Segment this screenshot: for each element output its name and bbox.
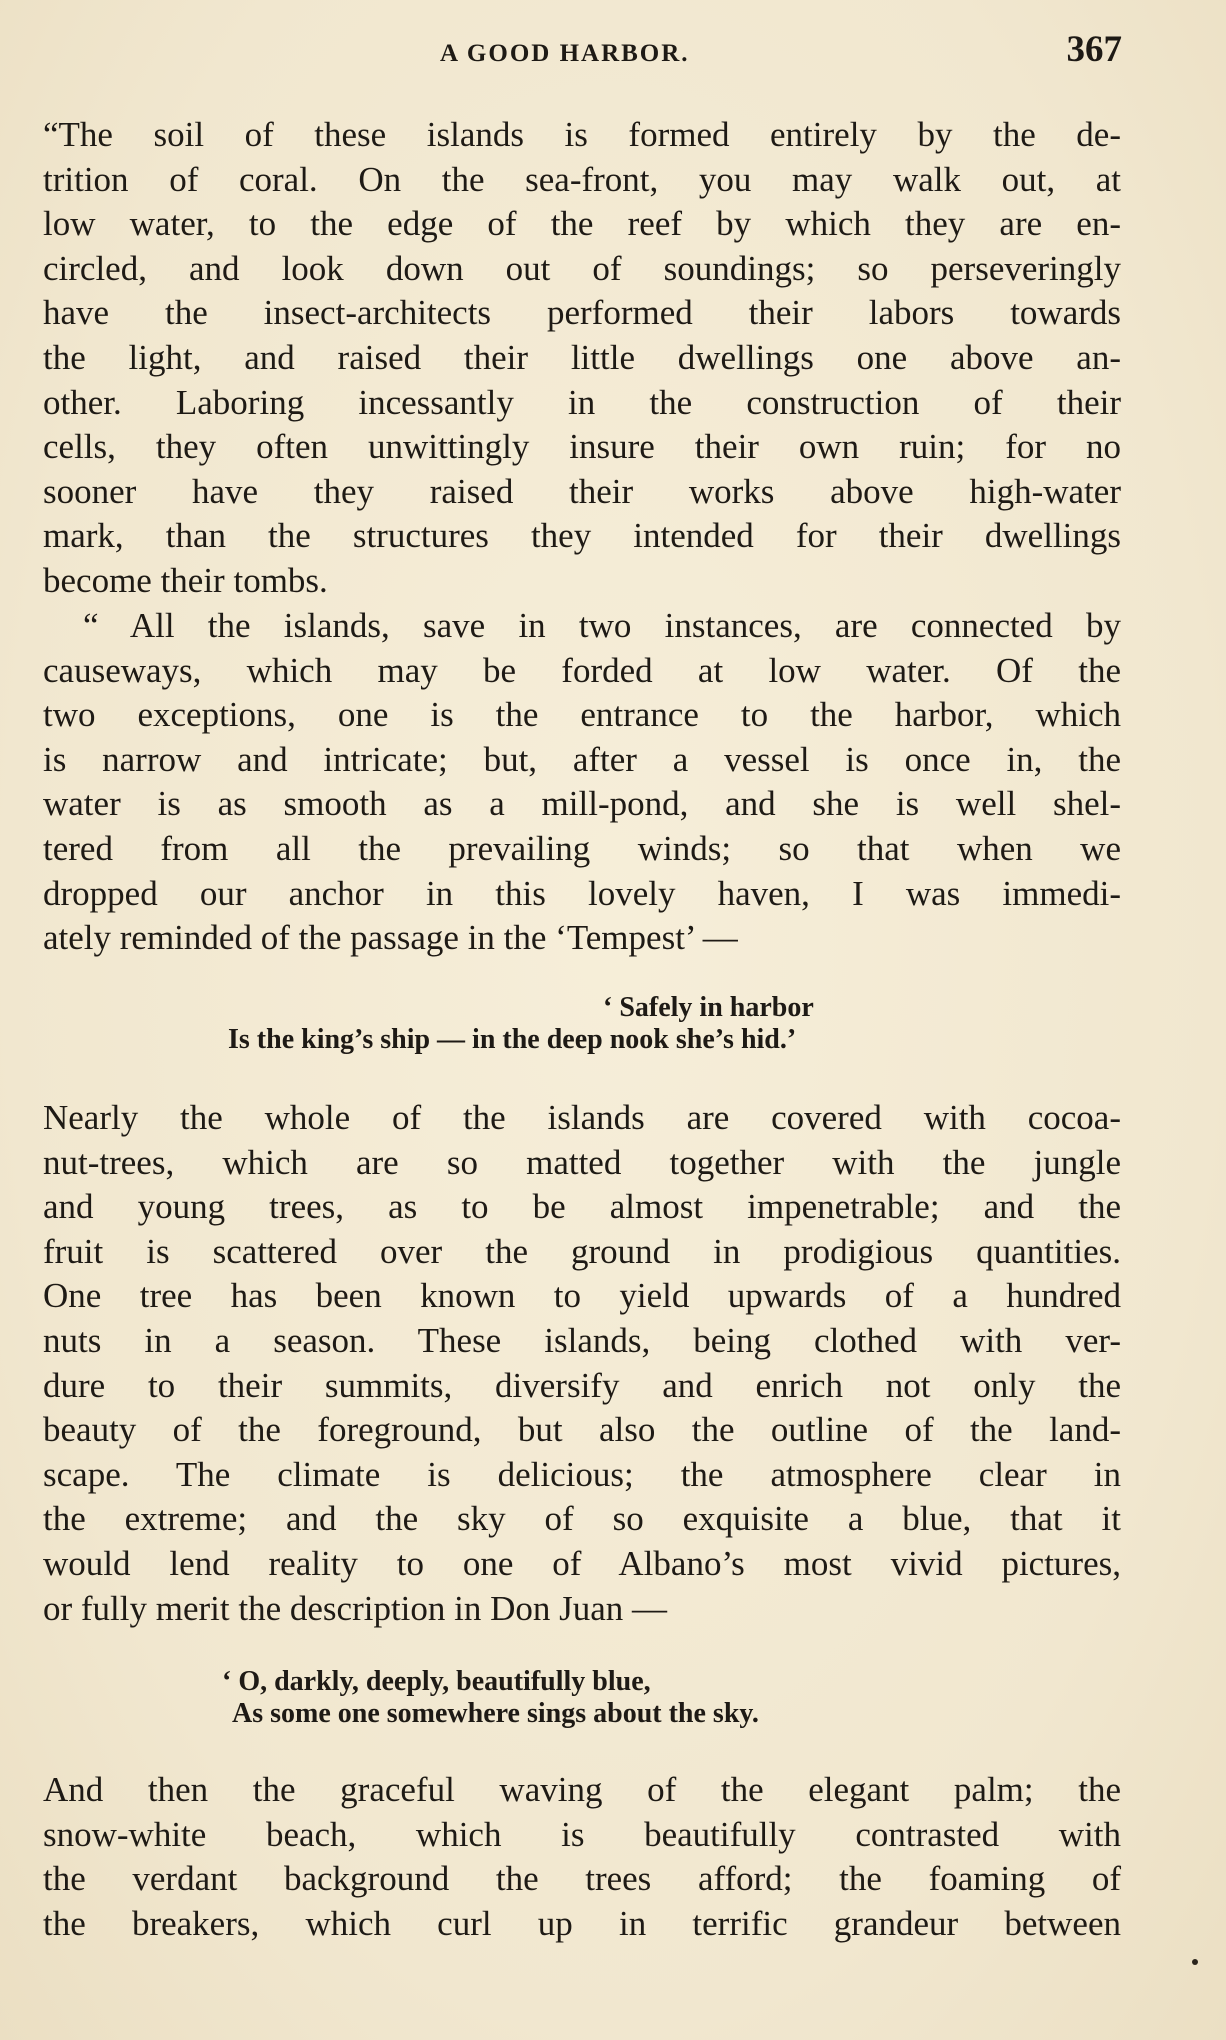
text-line: have the insect-architects performed their labors towards	[43, 293, 1121, 333]
text-line: dure to their summits, diversify and enrich not only the	[43, 1365, 1121, 1405]
text-line: and young trees, as to be almost impenetrable; and the	[43, 1187, 1121, 1227]
verse-line: As some one somewhere sings about the sky.	[232, 1698, 759, 1729]
verse-quote-don-juan	[222, 1666, 759, 1730]
verse-quote-tempest	[228, 992, 814, 1056]
text-line: “The soil of these islands is formed entirely by the de-	[43, 115, 1121, 154]
text-line: Nearly the whole of the islands are covered with cocoa-	[43, 1098, 1121, 1137]
text-line: or fully merit the description in Don Juan —	[43, 1588, 668, 1628]
text-line: scape. The climate is delicious; the atmosphere clear in	[43, 1454, 1121, 1494]
text-line: low water, to the edge of the reef by which they are en-	[43, 204, 1121, 244]
paragraph-3	[43, 1096, 1121, 1631]
paragraph-2	[43, 604, 1121, 961]
paragraph-1	[43, 113, 1121, 604]
text-line: trition of coral. On the sea-front, you may walk out, at	[43, 159, 1121, 199]
text-line: circled, and look down out of soundings; so perseveringly	[43, 248, 1121, 288]
verse-line: Is the king’s ship — in the deep nook she’s hid.’	[228, 1024, 797, 1055]
text-line: And then the graceful waving of the elegant palm; the	[43, 1770, 1121, 1809]
text-line: nut-trees, which are so matted together with the jungle	[43, 1142, 1121, 1182]
text-line: ately reminded of the passage in the ‘Tempest’ —	[43, 918, 738, 958]
text-line: water is as smooth as a mill-pond, and she is well shel-	[43, 784, 1121, 824]
text-line: become their tombs.	[43, 560, 328, 600]
text-line: causeways, which may be forded at low water. Of the	[43, 650, 1121, 690]
text-line: the extreme; and the sky of so exquisite a blue, that it	[43, 1499, 1121, 1539]
text-line: is narrow and intricate; but, after a vessel is once in, the	[43, 739, 1121, 779]
verse-line: ‘ O, darkly, deeply, beautifully blue,	[222, 1666, 651, 1697]
running-header: A GOOD HARBOR.	[440, 40, 690, 67]
text-line: mark, than the structures they intended for their dwellings	[43, 516, 1121, 556]
text-line: tered from all the prevailing winds; so that when we	[43, 828, 1121, 868]
text-line: would lend reality to one of Albano’s most vivid pictures,	[43, 1543, 1121, 1583]
text-line: dropped our anchor in this lovely haven, I was immedi-	[43, 873, 1121, 913]
text-line: the verdant background the trees afford; the foaming of	[43, 1859, 1121, 1899]
verse-line: ‘ Safely in harbor	[603, 992, 814, 1023]
paragraph-4	[43, 1768, 1121, 1946]
text-line: the breakers, which curl up in terrific grandeur between	[43, 1903, 1121, 1943]
text-line: fruit is scattered over the ground in prodigious quantities.	[43, 1231, 1121, 1271]
text-line: One tree has been known to yield upwards of a hundred	[43, 1276, 1121, 1316]
text-line: beauty of the foreground, but also the outline of the land-	[43, 1410, 1121, 1450]
ink-speck	[1192, 1959, 1198, 1965]
text-line: “ All the islands, save in two instances, are connected by	[83, 606, 1121, 645]
text-line: nuts in a season. These islands, being clothed with ver-	[43, 1320, 1121, 1360]
text-line: other. Laboring incessantly in the construction of their	[43, 382, 1121, 422]
page-number: 367	[1066, 29, 1122, 70]
text-line: two exceptions, one is the entrance to the harbor, which	[43, 695, 1121, 735]
text-line: snow-white beach, which is beautifully contrasted with	[43, 1814, 1121, 1854]
text-line: the light, and raised their little dwellings one above an-	[43, 337, 1121, 377]
text-line: cells, they often unwittingly insure their own ruin; for no	[43, 427, 1121, 467]
text-line: sooner have they raised their works above high-water	[43, 471, 1121, 511]
